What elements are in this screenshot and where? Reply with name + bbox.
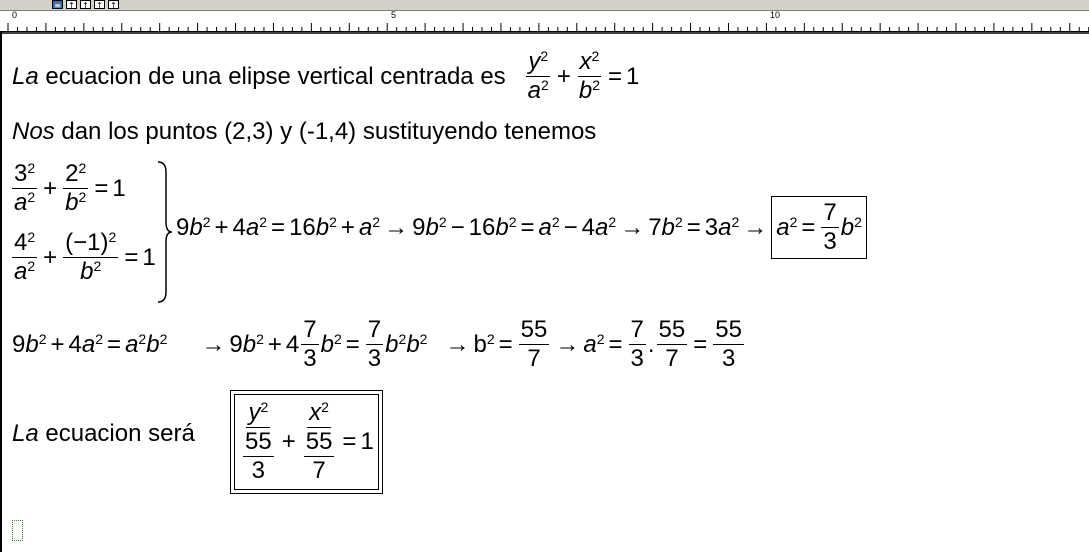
format-toolbar <box>0 0 1089 10</box>
system-equation-1: $\frac{3^2}{a^2}$ + $\frac{2^2}{b^2}$ = 1 <box>14 160 126 216</box>
ruler-mark-10: 10 <box>770 10 781 20</box>
right-brace <box>156 160 176 305</box>
points-line <box>12 118 596 146</box>
final-equation-box: $\frac{y^2}{\frac{55}{3}}$ + $\frac{x^2}{\frac{55}{7}}$ = 1 <box>230 390 383 494</box>
boxed-result-a2: a $^2$ = $\frac{7}{3}$ b $^2$ <box>771 196 867 259</box>
equation-system <box>10 160 156 285</box>
fraction-x2-b2: $\frac{x^2}{b^2}$ <box>578 48 600 104</box>
text-la: La <box>12 62 39 90</box>
document-top-border <box>0 32 1089 34</box>
ruler-ticks <box>0 11 1089 32</box>
text-points: dan los puntos (2,3) y (-1,4) sustituyendo tenemos <box>61 118 597 145</box>
superscript-icon[interactable]: ↑ <box>108 0 119 9</box>
superscript-icon[interactable]: ↑ <box>66 0 77 9</box>
derivation-chain: 9 b $^2$ + 4 a $^2$ = 16 b $^2$ + a $^2$ → 9 b $^2$ − 16 b $^2$ = a $^2$ − 4 a $^2$ → 7 b $^2$ = 3 a $^2$ → a $^2$ = $\frac{7}{3}$ b $^2$ <box>176 196 867 259</box>
document-left-border <box>0 32 2 552</box>
text-final: ecuacion será <box>45 420 195 447</box>
text-intro: ecuacion de una elipse vertical centrada es <box>45 62 506 90</box>
system-equation-2: $\frac{4^2}{a^2}$ + $\frac{(-1)^2}{b^2}$ = 1 <box>14 229 156 285</box>
final-equation-label <box>12 420 195 448</box>
align-icon[interactable]: ≡ <box>52 0 63 9</box>
fraction-y2-a2: $\frac{y^2}{a^2}$ <box>527 48 549 104</box>
substitution-line: 9 b $^2$ + 4 a $^2$ = a $^2$ b $^2$ → 9 b $^2$ + 4 $\frac{7}{3}$ b $^2$ = $\frac{7}{3}$ b $^2$ b $^2$ → b $^2$ = $\frac{55}{7}$ → a $^2$ = $\frac{7}{3}$ . $\frac{55}{7}$ = $\frac{55}{3}$ <box>12 316 742 372</box>
ruler[interactable] <box>0 10 1089 32</box>
ruler-mark-0: 0 <box>12 10 18 20</box>
ruler-mark-5: 5 <box>391 10 397 20</box>
ellipse-equation-line: La ecuacion de una elipse vertical centrada es $\frac{y^2}{a^2}$ + $\frac{x^2}{b^2}$ = 1 <box>12 48 640 104</box>
text-cursor[interactable] <box>12 520 23 541</box>
sub-superscript-icon[interactable]: ↑ <box>94 0 105 9</box>
text-nos: Nos <box>12 118 55 145</box>
superscript-icon[interactable]: ↑ <box>80 0 91 9</box>
text-la-final: La <box>12 420 39 447</box>
